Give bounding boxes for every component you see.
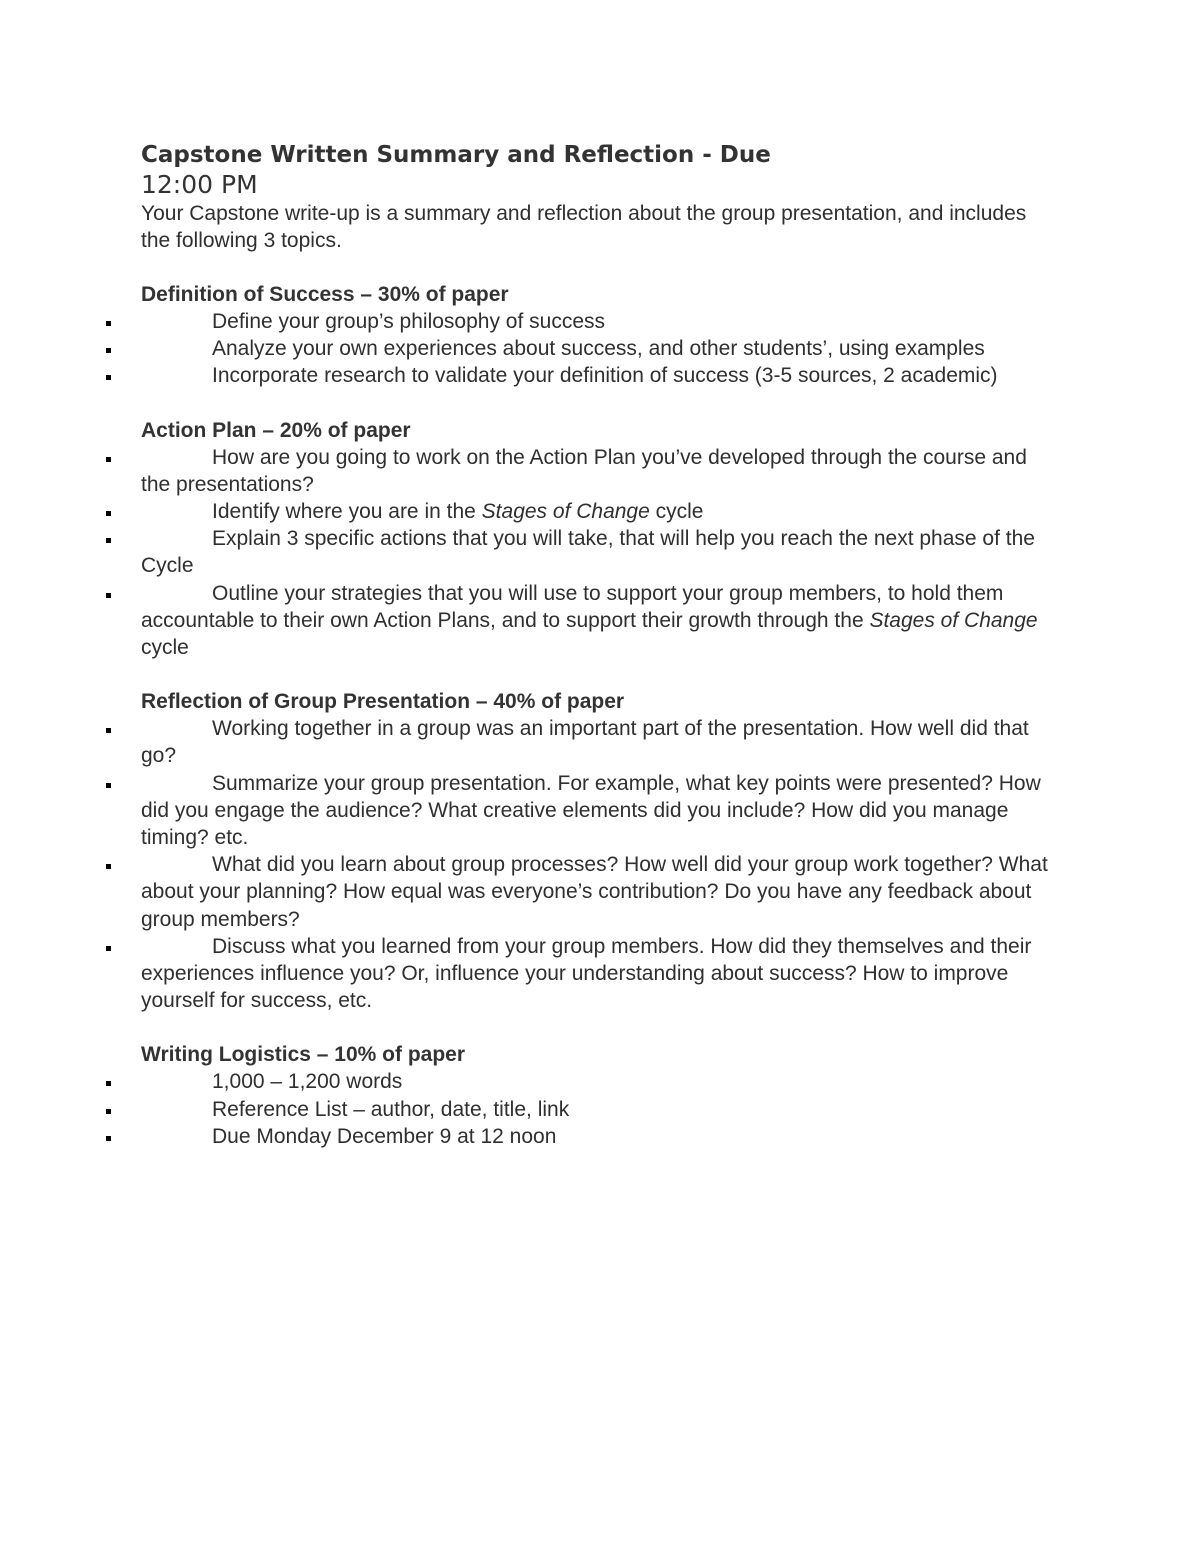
document-title: Capstone Written Summary and Reflection - Due	[141, 142, 771, 168]
bullet-icon	[106, 457, 111, 462]
section-action-plan	[141, 417, 1061, 662]
section-heading: Reflection of Group Presentation – 40% of paper	[141, 690, 625, 714]
bullet-icon	[106, 1109, 111, 1114]
list-item	[141, 851, 1061, 933]
bullet-icon	[106, 593, 111, 598]
bullet-icon	[106, 538, 111, 543]
list-item	[141, 362, 1061, 389]
list-item-text: Explain 3 specific actions that you will take, that will help you reach the next phase of the Cycle	[141, 527, 1035, 578]
list-item-text: Incorporate research to validate your definition of success (3-5 sources, 2 academic)	[212, 364, 998, 388]
list-item	[141, 1123, 1061, 1150]
list-item-italic-text: Stages of Change	[869, 608, 1038, 632]
list-item	[141, 444, 1061, 498]
list-item-text: cycle	[649, 500, 704, 524]
list-item-text: Define your group’s philosophy of success	[212, 310, 606, 333]
list-item-text: cycle	[141, 636, 189, 660]
bullet-icon	[106, 375, 111, 380]
list-item	[141, 498, 1061, 525]
bullet-list	[141, 1068, 1061, 1150]
list-item	[141, 1096, 1061, 1123]
due-time: 12:00 PM	[141, 170, 258, 199]
bullet-list	[141, 444, 1061, 662]
section-heading: Action Plan – 20% of paper	[141, 418, 411, 442]
section-heading: Writing Logistics – 10% of paper	[141, 1043, 466, 1067]
list-item	[141, 335, 1061, 362]
list-item	[141, 580, 1061, 662]
list-item-text: How are you going to work on the Action Plan you’ve developed through the course and the presentations?	[141, 445, 1027, 496]
list-item	[141, 308, 1061, 335]
list-item	[141, 525, 1061, 579]
intro-paragraph: Your Capstone write-up is a summary and reflection about the group presentation, and includes the following 3 topics.	[141, 202, 1027, 252]
list-item-text: Reference List – author, date, title, link	[212, 1097, 570, 1121]
list-item-text: Due Monday December 9 at 12 noon	[212, 1124, 557, 1148]
document-page	[141, 140, 1061, 1150]
section-writing-logistics	[141, 1041, 1061, 1150]
list-item	[141, 1068, 1061, 1095]
bullet-icon	[106, 321, 111, 326]
list-item-text: Analyze your own experiences about success, and other students’, using examples	[212, 337, 985, 361]
list-item-text: Discuss what you learned from your group members. How did they themselves and their experiences influence you? Or, influence your understanding about success? How to improve yourself for success, etc.	[141, 934, 1032, 1013]
section-definition-of-success	[141, 281, 1061, 390]
list-item-text: Outline your strategies that you will use to support your group members, to hold them accountable to their own Action Plans, and to support their growth through the	[141, 581, 1004, 632]
section-heading: Definition of Success – 30% of paper	[141, 283, 509, 306]
bullet-icon	[106, 864, 111, 869]
list-item	[141, 715, 1061, 769]
bullet-icon	[106, 783, 111, 788]
list-item-text: Summarize your group presentation. For example, what key points were presented? How did you engage the audience? What creative elements did you include? How did you manage timing? etc.	[141, 771, 1041, 850]
section-reflection-of-group-presentation	[141, 688, 1061, 1014]
list-item-text: Identify where you are in the	[212, 500, 482, 524]
list-item-italic-text: Stages of Change	[481, 500, 650, 524]
bullet-icon	[106, 511, 111, 516]
bullet-list	[141, 715, 1061, 1014]
list-item-text: 1,000 – 1,200 words	[212, 1070, 403, 1094]
bullet-icon	[106, 946, 111, 951]
bullet-icon	[106, 728, 111, 733]
list-item	[141, 770, 1061, 852]
list-item-text: What did you learn about group processes? How well did your group work together? What about your planning? How equal was everyone’s contribution? Do you have any feedback about group members?	[141, 853, 1048, 931]
bullet-icon	[106, 348, 111, 353]
bullet-icon	[106, 1081, 111, 1086]
bullet-list	[141, 308, 1061, 390]
list-item-text: Working together in a group was an important part of the presentation. How well did that go?	[141, 717, 1029, 768]
bullet-icon	[106, 1136, 111, 1141]
list-item	[141, 933, 1061, 1015]
